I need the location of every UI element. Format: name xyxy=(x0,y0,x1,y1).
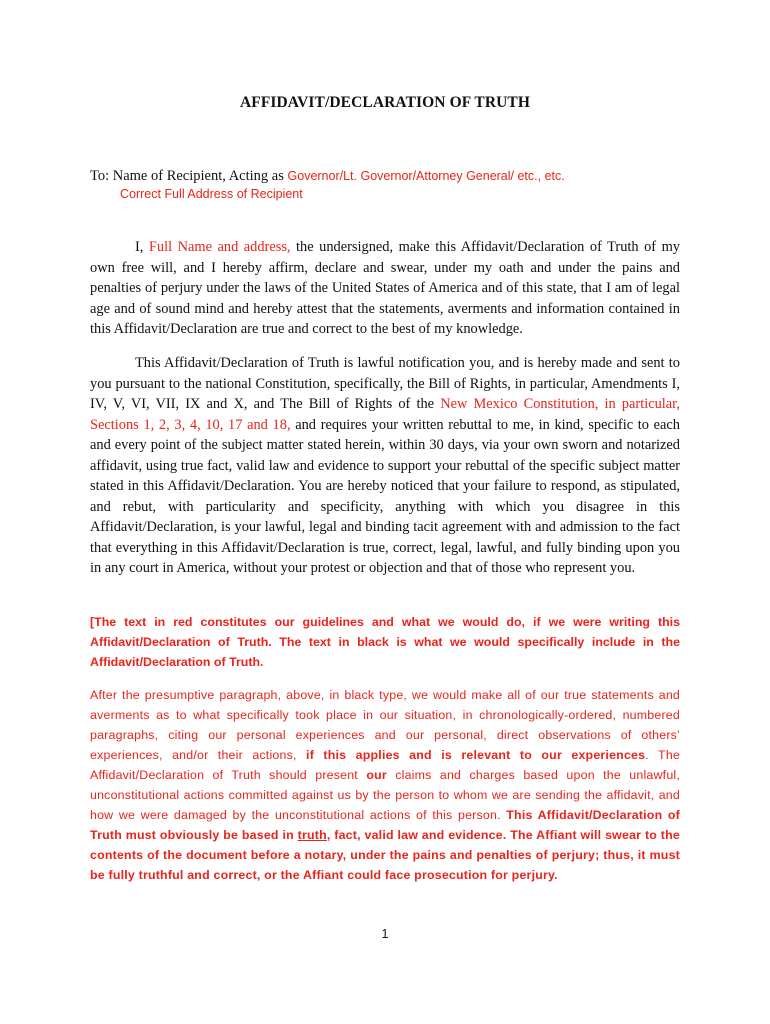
recipient-prefix: To: Name of Recipient, Acting as xyxy=(90,168,288,184)
notification-text-after: and requires your written rebuttal to me, in kind, specific to each and every point of the subject matter stated herein, within 30 days, via your own sworn and notarized affidavit, using true fact, valid law and evidence to support your rebuttal of the specific subject matter stated in this Affidavit/Declaration. You are hereby noticed that your failure to respond, as stipulated, and rebut, with particularity and specificity, anything with which you disagree in this Affidavit/Declaration, is your lawful, legal and binding tacit agreement with and admission to the fact that everything in this Affidavit/Declaration is true, correct, legal, lawful, and fully binding upon you in any court in America, without your protest or objection and that of those who represent you. xyxy=(90,416,680,576)
affirmation-lead: I, xyxy=(135,239,149,255)
state-constitution-reference: New Mexico Constitution, in particular, Sections 1, 2, 3, 4, 10, 17 and 18, xyxy=(90,396,680,433)
guideline-underlined-truth: truth xyxy=(297,828,327,842)
page-title: AFFIDAVIT/DECLARATION OF TRUTH xyxy=(239,94,531,111)
guideline-bold-4: , fact, valid law and evidence. The Affiant will swear to the contents of the document before a notary, under the pains and penalties of perjury; thus, it must be fully truthful and correct, or the Affiant could face prosecution for perjury. xyxy=(90,828,680,882)
recipient-roles: Governor/Lt. Governor/Attorney General/ etc., etc. xyxy=(287,169,565,183)
guideline-bold-3: This Affidavit/Declaration of Truth must obviously be based in xyxy=(90,808,680,842)
notification-text-before: This Affidavit/Declaration of Truth is lawful notification you, and is hereby made and sent to you pursuant to the national Constitution, specifically, the Bill of Rights, in particular, Amendments I, IV, V, VI, VII, IX and X, and The Bill of Rights of the xyxy=(90,355,680,412)
page-number: 1 xyxy=(381,927,389,941)
recipient-line xyxy=(90,168,565,185)
notification-paragraph xyxy=(90,353,680,579)
affirmation-text: the undersigned, make this Affidavit/Declaration of Truth of my own free will, and I hereby affirm, declare and swear, under my oath and under the pains and penalties of perjury under the laws of the United States of America and of this state, that I am of legal age and of sound mind and hereby attest that the statements, averments and information contained in this Affidavit/Declaration are true and correct to the best of my knowledge. xyxy=(90,239,680,337)
affirmation-paragraph xyxy=(90,237,680,340)
guideline-text-1: After the presumptive paragraph, above, in black type, we would make all of our true statements and averments as to what specifically took place in our situation, in chronologically-ordered, numbered paragraphs, citing our personal experiences and our personal, direct observations of others’ experiences, and/or their actions, xyxy=(90,688,680,762)
guideline-text-2: . The Affidavit/Declaration of Truth should present xyxy=(90,748,680,782)
guideline-bold-2: our xyxy=(366,768,387,782)
guideline-note: [The text in red constitutes our guidelines and what we would do, if we were writing this Affidavit/Declaration of Truth. The text in black is what we would specifically include in the Affidavit/Declaration of Truth. xyxy=(90,615,680,669)
guideline-instructions xyxy=(90,685,680,885)
recipient-address: Correct Full Address of Recipient xyxy=(120,187,303,201)
affiant-name-placeholder: Full Name and address, xyxy=(148,239,291,255)
guideline-bold-1: if this applies and is relevant to our experiences xyxy=(306,748,646,762)
guideline-text-3: claims and charges based upon the unlawful, unconstitutional actions committed against us by the person to whom we are sending the affidavit, and how we were damaged by the unconstitutional actions of this person. xyxy=(90,768,681,822)
